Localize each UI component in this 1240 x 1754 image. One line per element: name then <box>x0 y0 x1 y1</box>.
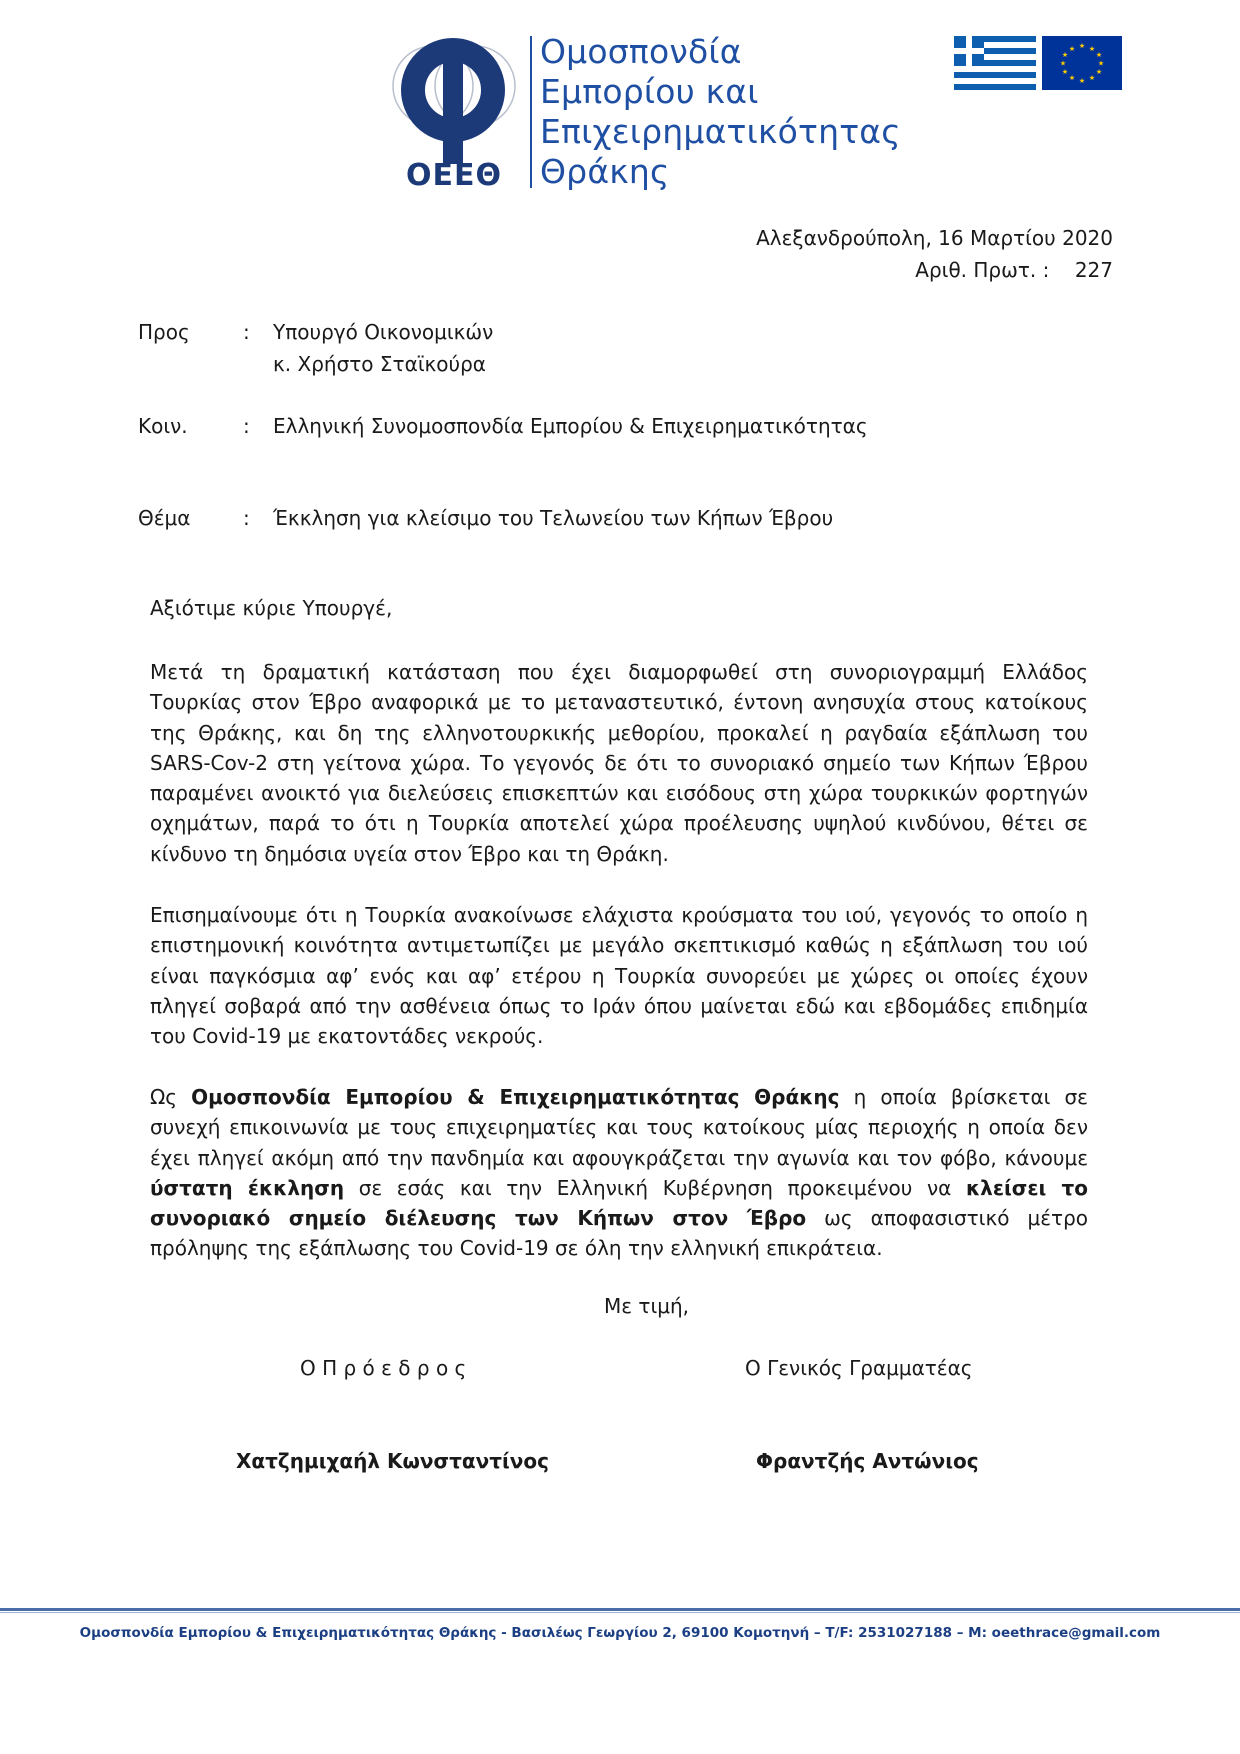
federation-name-bold: Ομοσπονδία Εμπορίου & Επιχειρηματικότητας Θράκης <box>191 1085 840 1109</box>
svg-text:★: ★ <box>1068 74 1076 82</box>
footer-contact: Ομοσπονδία Εμπορίου & Επιχειρηματικότητας Θράκης - Βασιλέως Γεωργίου 2, 69100 Κομοτηνή – Τ/F: 2531027188 – M: oeethrace@gmail.com <box>79 1625 1161 1641</box>
org-name-line: Θράκης <box>540 152 670 191</box>
subject-value: Έκκληση για κλείσιμο του Τελωνείου των Κήπων Έβρου <box>273 506 834 530</box>
to-line: Υπουργό Οικονομικών <box>273 320 494 344</box>
closing: Με τιμή, <box>604 1294 689 1318</box>
subject-label: Θέμα <box>138 506 191 530</box>
greek-flag-icon <box>954 36 1036 90</box>
svg-text:★: ★ <box>1059 59 1067 68</box>
president-title: Ο Π ρ ό ε δ ρ ο ς <box>300 1356 467 1380</box>
protocol-value: 227 <box>1074 258 1113 282</box>
logo-acronym: ΟΕΕΘ <box>406 158 502 190</box>
recipient-cc <box>138 410 938 442</box>
cc-colon: : <box>243 414 250 438</box>
logo-divider <box>530 36 532 188</box>
cc-value: Ελληνική Συνομοσπονδία Εμπορίου & Επιχειρηματικότητας <box>273 414 868 438</box>
svg-text:★: ★ <box>1097 59 1105 68</box>
svg-text:★: ★ <box>1061 68 1069 76</box>
org-name <box>540 32 901 192</box>
protocol-number <box>756 254 1113 286</box>
to-line: κ. Χρήστο Σταϊκούρα <box>273 352 486 376</box>
date-block <box>756 222 1113 286</box>
footer-divider <box>0 1608 1240 1611</box>
flags <box>954 36 1124 92</box>
president-name: Χατζημιχαήλ Κωνσταντίνος <box>236 1449 549 1473</box>
protocol-label: Αριθ. Πρωτ. : <box>915 258 1050 282</box>
footer-divider-thin <box>0 1612 1240 1613</box>
svg-text:★: ★ <box>1078 77 1086 85</box>
appeal-bold: ύστατη έκκληση <box>150 1175 345 1200</box>
to-label: Προς <box>138 320 190 344</box>
to-value <box>273 316 493 380</box>
svg-text:★: ★ <box>1088 45 1096 53</box>
secretary-title: Ο Γενικός Γραμματέας <box>745 1356 973 1380</box>
salutation: Αξιότιμε κύριε Υπουργέ, <box>150 596 393 620</box>
org-name-line: Ομοσπονδία <box>540 32 742 71</box>
org-name-line: Επιχειρηματικότητας <box>540 112 901 151</box>
subject-row <box>138 502 938 534</box>
recipient-to <box>138 316 938 380</box>
org-name-line: Εμπορίου και <box>540 72 759 111</box>
letter-date: Αλεξανδρούπολη, 16 Μαρτίου 2020 <box>756 226 1113 250</box>
svg-text:★: ★ <box>1068 45 1076 53</box>
svg-text:★: ★ <box>1061 51 1069 59</box>
svg-text:★: ★ <box>1088 74 1096 82</box>
eu-flag-icon <box>1042 36 1122 90</box>
svg-text:★: ★ <box>1095 68 1103 76</box>
body-paragraph-3: Ως Ομοσπονδία Εμπορίου & Επιχειρηματικότητας Θράκης η οποία βρίσκεται σε συνεχή επικοινωνία με τους επιχειρηματίες και τους κατοίκους μίας περιοχής η οποία δεν έχει πληγεί ακόμη από την πανδημία και αφουγκράζεται την αγωνία και τον φόβο, κάνουμε ύστατη έκκληση σε εσάς και την Ελληνική Κυβέρνηση προκειμένου να κλείσει το συνοριακό σημείο διέλευσης των Κήπων στον Έβρο ως αποφασιστικό μέτρο πρόληψης της εξάπλωσης του Covid-19 σε όλη την ελληνική επικράτεια. <box>150 1085 1089 1261</box>
subject-colon: : <box>243 506 250 530</box>
to-colon: : <box>243 320 250 344</box>
body-paragraph-2: Επισημαίνουμε ότι η Τουρκία ανακοίνωσε ελάχιστα κρούσματα του ιού, γεγονός το οποίο η επιστημονική κοινότητα αντιμετωπίζει με μεγάλο σκεπτικισμό καθώς η εξάπλωση του ιού είναι παγκόσμια αφ’ ενός και αφ’ ετέρου η Τουρκία συνορεύει με χώρες οι οποίες έχουν πληγεί σοβαρά από την ασθένεια όπως το Ιράν όπου μαίνεται εδώ και εβδομάδες επιδημία του Covid-19 με εκατοντάδες νεκρούς. <box>150 903 1088 1049</box>
svg-text:★: ★ <box>1095 51 1103 59</box>
close-border-bold: κλείσει το συνοριακό σημείο διέλευσης των Κήπων στον Έβρο <box>150 1175 1088 1231</box>
secretary-name: Φραντζής Αντώνιος <box>756 1449 979 1473</box>
cc-label: Κοιν. <box>138 414 188 438</box>
body-paragraph-1: Μετά τη δραματική κατάσταση που έχει διαμορφωθεί στη συνοριογραμμή Ελλάδος Τουρκίας στον Έβρο αναφορικά με το μεταναστευτικό, έντονη ανησυχία στους κατοίκους της Θράκης, και δη της ελληνοτουρκικής μεθορίου, προκαλεί η ραγδαία εξάπλωση του SARS-Cov-2 στη γείτονα χώρα. Το γεγονός δε ότι το συνοριακό σημείο των Κήπων Έβρου παραμένει ανοικτό για διελεύσεις επισκεπτών και εισόδους στη χώρα τουρκικών φορτηγών οχημάτων, παρά το ότι η Τουρκία αποτελεί χώρα προέλευσης υψηλού κινδύνου, θέτει σε κίνδυνο τη δημόσια υγεία στον Έβρο και τη Θράκη. <box>150 660 1088 866</box>
federation-logo <box>375 30 535 190</box>
svg-text:★: ★ <box>1078 42 1086 50</box>
